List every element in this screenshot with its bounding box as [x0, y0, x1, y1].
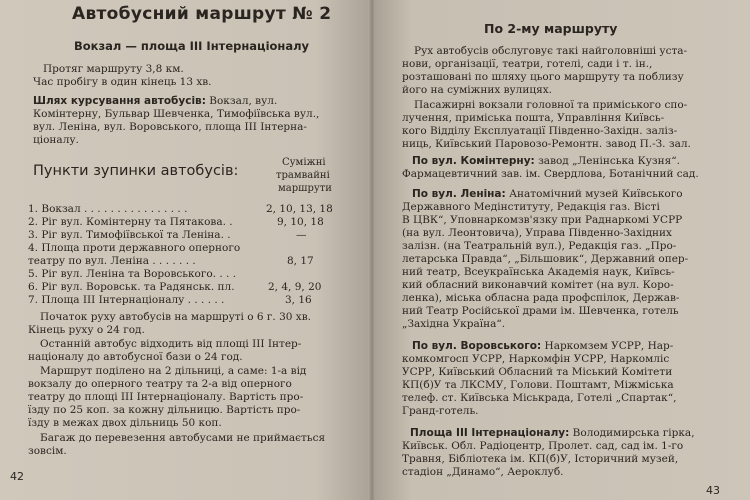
route-path-line: вул. Леніна, вул. Воровського, площа III Інтерна- [33, 121, 307, 133]
section-line: Фармацевтичний зав. ім. Свердлова, Ботанічний сад. [402, 168, 699, 180]
route-path-heading: Шлях курсування автобусів: [33, 95, 206, 107]
section-line: Наркомзем УСРР, Нар- [544, 340, 674, 352]
para-line: театру до площі III Інтернаціоналу. Вартість про- [28, 391, 304, 403]
route-length: Протяг маршруту 3,8 км. [43, 63, 184, 75]
section-line: ний Театр Російської драми ім. Шевченка, готель [402, 305, 679, 317]
para-line: Кінець руху о 24 год. [28, 324, 145, 336]
section-heading: По вул. Леніна: [412, 188, 506, 200]
section-line: телеф. ст. Київська Міськрада, Готелі „Спартак“, [402, 392, 677, 404]
section-line: ний театр, Всеукраїнська Академія наук, Київсь- [402, 266, 675, 278]
para-line: їзду в межах двох дільниць 50 коп. [28, 417, 222, 429]
stop-name: 6. Ріг вул. Воровськ. та Радянськ. пл. [28, 281, 235, 293]
section-line: летарська Правда“, „Більшовик“, Державний опер- [402, 253, 689, 265]
section-line: УСРР, Київський Обласний та Міський Комітети [402, 366, 673, 378]
section-lenina [412, 188, 683, 201]
route-path-line: Вокзал, вул. [209, 95, 278, 107]
intro-line: Рух автобусів обслуговує такі найголовніші уста- [414, 45, 688, 57]
stations-line: лучення, приміська пошта, Управління Київсь- [402, 112, 665, 124]
section-square [410, 427, 695, 440]
section-heading: По вул. Комінтерну: [412, 155, 535, 167]
tram-heading-line: Суміжні [282, 157, 326, 168]
section-heading: По вул. Воровського: [412, 340, 542, 352]
section-line: „Західна Україна“. [402, 318, 506, 330]
stations-line: Пасажирні вокзали головної та приміського спо- [414, 99, 688, 111]
stops-heading: Пункти зупинки автобусів: [33, 163, 239, 179]
stop-name: 4. Площа проти державного оперного [28, 242, 241, 254]
para-line: зовсім. [28, 445, 67, 457]
section-line: Володимирська гірка, [572, 427, 695, 439]
para-line: націоналу до автобусної бази о 24 год. [28, 351, 243, 363]
stop-routes: 3, 16 [285, 294, 312, 306]
left-page [0, 0, 371, 500]
para-line: вокзалу до оперного театру та 2-а від оперного [28, 378, 292, 390]
route-path-line: Комінтерну, Бульвар Шевченка, Тимофіївська вул., [33, 108, 320, 120]
tram-heading-line: трамвайні [276, 170, 330, 181]
section-heading: Площа III Інтернаціоналу: [410, 427, 570, 439]
section-line: Травня, Бібліотека ім. КП(б)У, Історичний музей, [402, 453, 679, 465]
route-time: Час пробігу в один кінець 13 хв. [33, 76, 212, 88]
section-line: (на вул. Леонтовича), Управа Південно-Західних [402, 227, 672, 239]
para-line: їзду по 25 коп. за кожну дільницю. Вартість про- [28, 404, 301, 416]
route-path-line: ціоналу. [33, 134, 79, 146]
intro-line: розташовані по шляху цього маршруту та поблизу [402, 71, 684, 83]
section-line: В ЦВК“, Уповнаркомзв'язку при Раднаркомі УСРР [402, 214, 683, 226]
stations-line: кого Відділу Експлуатації Південно-Західн. заліз- [402, 125, 678, 137]
page-number-left: 42 [10, 470, 24, 483]
para-line: Маршрут поділено на 2 дільниці, а саме: 1-а від [40, 365, 307, 377]
stop-routes: 2, 4, 9, 20 [268, 281, 322, 293]
intro-line: його на суміжних вулицях. [402, 84, 552, 96]
right-page [374, 0, 750, 500]
para-line: Останній автобус відходить від площі III Інтер- [40, 338, 302, 350]
stop-routes: 8, 17 [287, 255, 314, 267]
section-line: кий обласний виконавчий комітет (на вул. Коро- [402, 279, 674, 291]
para-line: Багаж до перевезення автобусами не приймається [40, 432, 326, 444]
stop-routes: 9, 10, 18 [277, 216, 324, 228]
section-komintern [412, 155, 680, 168]
stop-name: театру по вул. Леніна . . . . . . . [28, 255, 196, 267]
intro-line: нови, організації, театри, готелі, сади і т. ін., [402, 58, 653, 70]
stop-name: 2. Ріг вул. Комінтерну та Пятакова. . [28, 216, 233, 228]
section-line: залізн. (на Театральній вул.), Редакція газ. „Про- [402, 240, 677, 252]
route-path [33, 95, 277, 108]
right-title: По 2-му маршруту [484, 21, 618, 36]
stations-line: ниць, Київський Паровозо-Ремонтн. завод П.-З. зал. [402, 138, 691, 150]
section-line: стадіон „Динамо“, Аероклуб. [402, 466, 564, 478]
para-line: Початок руху автобусів на маршруті о 6 г. 30 хв. [40, 311, 311, 323]
page-title: Автобусний маршрут № 2 [72, 4, 332, 24]
stop-name: 1. Вокзал . . . . . . . . . . . . . . . . [28, 203, 188, 215]
section-line: комкомгосп УСРР, Наркомфін УСРР, Наркомліс [402, 353, 670, 365]
route-name: Вокзал — площа III Інтернаціоналу [74, 39, 310, 53]
tram-heading-line: маршрути [278, 183, 332, 194]
section-vorovskoho [412, 340, 673, 353]
stop-name: 3. Ріг вул. Тимофіївської та Леніна. . [28, 229, 231, 241]
section-line: Київськ. Обл. Радіоцентр, Пролет. сад, сад ім. 1-го [402, 440, 684, 452]
stop-name: 7. Площа III Інтернаціоналу . . . . . . [28, 294, 225, 306]
section-line: Гранд-готель. [402, 405, 479, 417]
stop-name: 5. Ріг вул. Леніна та Воровського. . . . [28, 268, 237, 280]
section-line: КП(б)У та ЛКСМУ, Голови. Поштамт, Міжміська [402, 379, 674, 391]
section-line: ленка), міська обласна рада профспілок, Держав- [402, 292, 680, 304]
section-line: Державного Медінституту, Редакція газ. Вісті [402, 201, 660, 213]
section-line: Анатомічний музей Київського [509, 188, 683, 200]
stop-routes: — [296, 229, 307, 241]
page-number-right: 43 [706, 484, 720, 497]
stop-routes: 2, 10, 13, 18 [266, 203, 333, 215]
section-line: завод „Ленінська Кузня“. [538, 155, 680, 167]
